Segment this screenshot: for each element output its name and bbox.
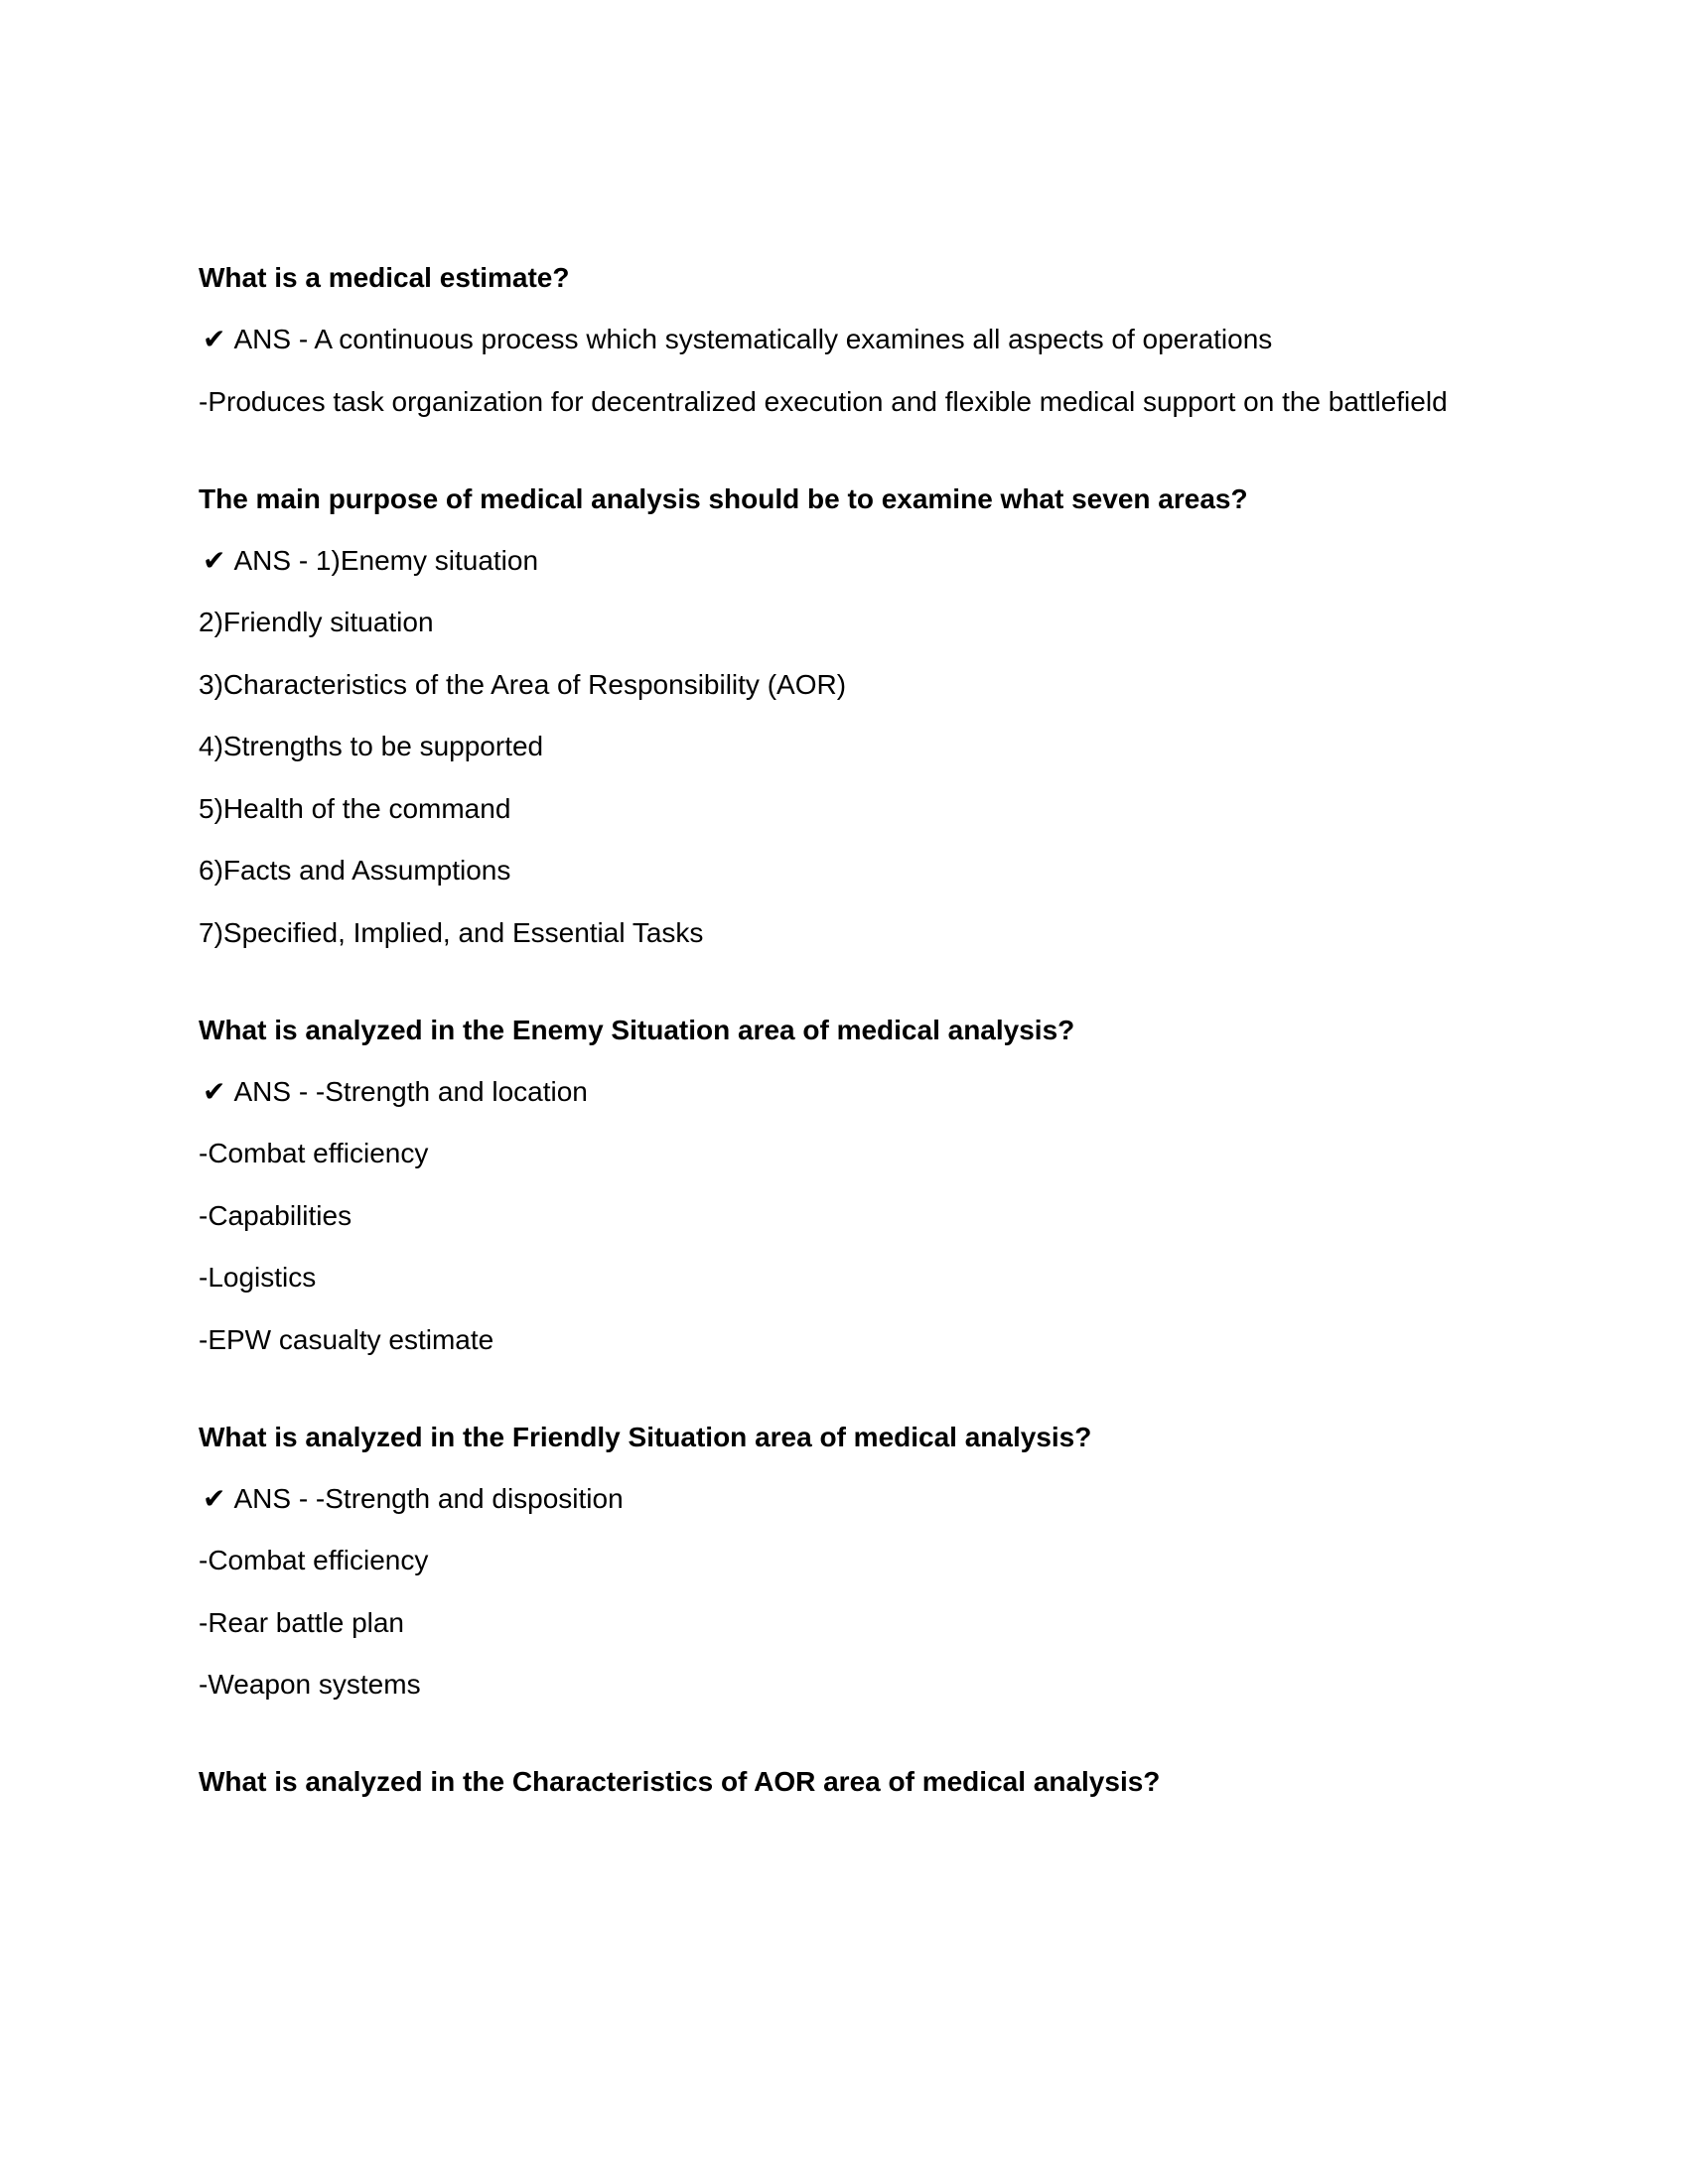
answer-line: 5)Health of the command [199, 792, 511, 824]
answer-line: -Capabilities [199, 1199, 352, 1231]
answer-line: 6)Facts and Assumptions [199, 855, 511, 886]
answer-line: -Rear battle plan [199, 1606, 405, 1638]
question-text: The main purpose of medical analysis should be to examine what seven areas? [199, 482, 1248, 514]
answer-line [199, 1074, 1489, 1110]
answer-line: 3)Characteristics of the Area of Responsibility (AOR) [199, 668, 847, 700]
checkmark-icon: ✔ [203, 323, 226, 355]
answer-line: -Combat efficiency [199, 1138, 429, 1168]
answer-line [199, 322, 1489, 357]
answer-line: -Combat efficiency [199, 1545, 429, 1575]
question-text: What is analyzed in the Friendly Situation area of medical analysis? [199, 1421, 1092, 1452]
question-text: What is analyzed in the Characteristics of AOR area of medical analysis? [199, 1766, 1161, 1797]
answer-line: -Produces task organization for decentralized execution and flexible medical support on the battlefield [199, 385, 1448, 417]
question-text: What is a medical estimate? [199, 262, 570, 293]
checkmark-icon: ✔ [203, 543, 226, 577]
qa-block [199, 260, 1489, 420]
answer-line: 2)Friendly situation [199, 607, 434, 637]
qa-block [199, 1764, 1489, 1800]
document-content [199, 260, 1489, 1861]
answer-text: ANS - 1)Enemy situation [233, 544, 539, 576]
qa-block [199, 1013, 1489, 1358]
answer-line [199, 1481, 1489, 1517]
answer-line: -Weapon systems [199, 1669, 421, 1700]
qa-block [199, 481, 1489, 951]
checkmark-icon: ✔ [203, 1074, 226, 1108]
answer-line: -EPW casualty estimate [199, 1323, 494, 1355]
answer-line: -Logistics [199, 1262, 317, 1293]
checkmark-icon: ✔ [203, 1481, 226, 1515]
answer-line: 7)Specified, Implied, and Essential Tasks [199, 916, 704, 948]
qa-block [199, 1420, 1489, 1704]
answer-text: ANS - -Strength and location [233, 1075, 588, 1107]
answer-line [199, 543, 1489, 579]
question-text: What is analyzed in the Enemy Situation area of medical analysis? [199, 1014, 1075, 1045]
answer-text: ANS - -Strength and disposition [233, 1482, 624, 1514]
answer-text: ANS - A continuous process which systematically examines all aspects of operations [233, 324, 1273, 354]
answer-line: 4)Strengths to be supported [199, 731, 544, 761]
